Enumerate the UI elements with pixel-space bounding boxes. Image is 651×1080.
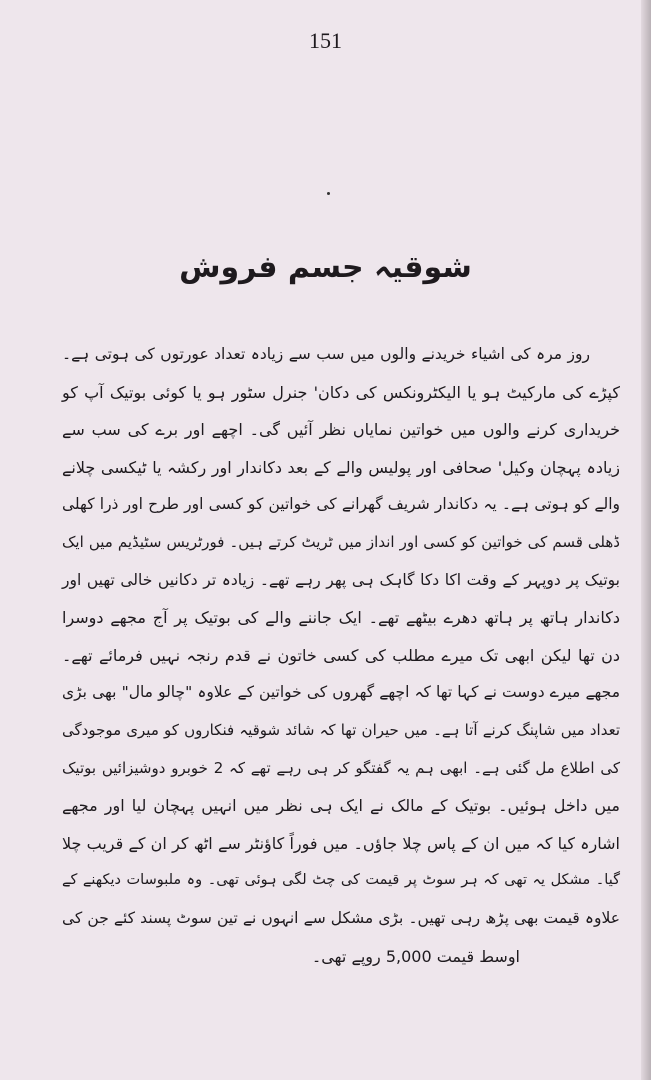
text-line: دکاندار ہاتھ پر ہاتھ دھرے بیٹھے تھے۔ ایک جاننے والے کی بوتیک پر آج مجھے دوسرا [62, 608, 620, 628]
text-line: بوتیک پر دوپہر کے وقت اکا دکا گاہک ہی پھر رہے تھے۔ زیادہ تر دکانیں خالی تھیں اور [62, 570, 620, 589]
text-line: اشارہ کیا کہ میں ان کے پاس چلا جاؤں۔ میں فوراً کاؤنٹر سے اٹھ کر ان کے قریب چلا [62, 833, 620, 853]
page-edge-shadow [641, 0, 651, 1080]
text-line: کی اطلاع مل گئی ہے۔ ابھی ہم یہ گفتگو کر ہی رہے تھے کہ 2 خوبرو دوشیزائیں بوتیک [62, 758, 620, 777]
text-line: میں داخل ہوئیں۔ بوتیک کے مالک نے ایک ہی نظر میں انہیں پہچان لیا اور مجھے [62, 796, 620, 816]
text-line: تعداد میں شاپنگ کرنے آتا ہے۔ میں حیران تھا کہ شائد شوقیہ فنکاروں کو میری موجودگی [62, 720, 620, 739]
text-line: زیادہ پہچان وکیل' صحافی اور پولیس والے کے بعد دکاندار اور رکشہ یا ٹیکسی چلانے [62, 457, 620, 477]
chapter-title: شوقیہ جسم فروش [179, 250, 472, 285]
text-line: ڈھلی قسم کی خواتین کو کسی اور انداز میں ٹریٹ کرتے ہیں۔ فورٹریس سٹیڈیم میں ایک [62, 532, 620, 551]
text-line: علاوہ قیمت بھی پڑھ رہی تھیں۔ بڑی مشکل سے انہوں نے تین سوٹ پسند کئے جن کی [62, 908, 620, 927]
text-line: کپڑے کی مارکیٹ ہو یا الیکٹرونکس کی دکان' جنرل سٹور ہو یا کوئی بوتیک آپ کو [62, 382, 620, 402]
text-line: والے کو ہوتی ہے۔ یہ دکاندار شریف گھرانے کی خواتین کو کسی اور طرح اور ذرا کھلی [62, 495, 620, 514]
ornament-dot [327, 192, 330, 195]
text-line: دن تھا لیکن ابھی تک میرے مطلب کی کسی خاتون نے قدم رنجہ نہیں فرمائے تھے۔ [62, 645, 620, 665]
page-number: 151 [309, 28, 342, 53]
text-line: روز مرہ کی اشیاء خریدنے والوں میں سب سے زیادہ تعداد عورتوں کی ہوتی ہے۔ [62, 345, 590, 363]
text-line: مجھے میرے دوست نے کہا تھا کہ اچھے گھروں کی خواتین کے علاوہ "چالو مال" بھی بڑی [62, 683, 620, 702]
text-line: گیا۔ مشکل یہ تھی کہ ہر سوٹ پر قیمت کی چٹ لگی ہوئی تھی۔ وہ ملبوسات دیکھنے کے [62, 872, 620, 889]
text-line: اوسط قیمت 5,000 روپے تھی۔ [311, 946, 520, 966]
text-line: خریداری کرنے والوں میں خواتین نمایاں نظر آئیں گی۔ اچھے اور برے کی سب سے [62, 420, 620, 440]
body-text [62, 336, 620, 975]
